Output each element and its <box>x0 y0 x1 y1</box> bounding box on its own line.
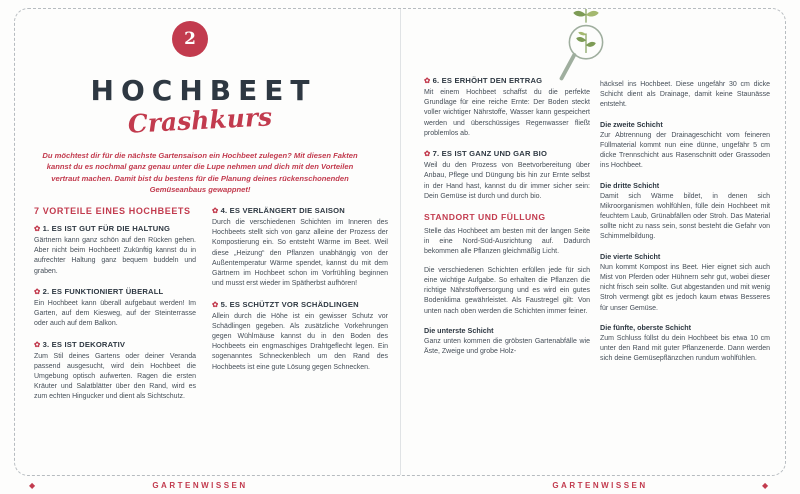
footer-right: GARTENWISSEN <box>552 481 648 490</box>
advantage-body: Weil du den Prozess von Beetvorbereitung über Anbau, Pflege und Düngung bis hin zur Ernte selbst in der Hand hast, kannst du dir immer sicher sein: Dein Gemüse ist durch und durch bio. <box>424 162 590 200</box>
page-subtitle: Crashkurs <box>127 102 273 139</box>
advantage-body: Gärtnern kann ganz schön auf den Rücken gehen. Aber nicht beim Hochbeet! Zukünftig kannst du in aufrechter Haltung ganz bequem buddeln und graben. <box>34 237 196 275</box>
advantage-item-2 <box>34 287 196 330</box>
advantage-title: ✿ 3. ES IST DEKORATIV <box>34 339 126 349</box>
advantage-item-6 <box>424 76 590 139</box>
advantage-item-1 <box>34 224 196 277</box>
page-gutter <box>400 9 401 475</box>
advantage-item-5 <box>212 300 388 373</box>
advantage-item-4 <box>212 206 388 290</box>
diamond-icon: ◆ <box>29 481 36 490</box>
layer-title-unterste: Die unterste Schicht <box>424 325 494 335</box>
advantage-title: ✿ 2. ES FUNKTIONIERT ÜBERALL <box>34 286 164 296</box>
flower-icon: ✿ <box>34 224 41 233</box>
column-left-2 <box>212 206 388 383</box>
flower-icon: ✿ <box>212 299 219 309</box>
section-heading-vorteile: 7 VORTEILE EINES HOCHBEETS <box>34 206 191 216</box>
diamond-icon: ◆ <box>762 481 769 490</box>
advantage-item-3 <box>34 340 196 403</box>
flower-icon: ✿ <box>34 286 41 296</box>
layer-body-zweite: Zur Abtrennung der Drainageschicht vom feineren Füllmaterial kommt nun eine dünne, ungefähr 5 cm dicke Trennschicht aus Rasenschnitt oder Grassoden ins Hochbeet. <box>600 131 770 170</box>
standort-paragraph-2: Die verschiedenen Schichten erfüllen jede für sich eine wichtige Aufgabe. So erhalten die Pflanzen die richtige Nährstoffversorgung und es wird ein gutes Bodenklima gewährleistet. Als Faustregel gilt: Von unten nach oben werden die Schichten immer feiner. <box>424 266 590 315</box>
advantage-title: ✿ 1. ES IST GUT FÜR DIE HALTUNG <box>34 224 171 233</box>
advantage-body: Durch die verschiedenen Schichten im Inneren des Hochbeets stellt sich von ganz alleine der Prozess der Kompostierung ein. So entsteht Wärme im Beet. Weil diese „Heizung“ den Pflanzen unabhängig von der Außentemperatur Wärme spendet, kannst du mit dem Gärtnern im Hochbeet schon im Vorfrühling beginnen und musst erst wieder im Spätherbst aufhören! <box>212 219 388 288</box>
column-right-1 <box>424 76 590 357</box>
advantage-title: ✿ 4. ES VERLÄNGERT DIE SAISON <box>212 206 345 215</box>
column-right-2 <box>600 80 770 364</box>
intro-text: Du möchtest dir für die nächste Gartensaison ein Hochbeet zulegen? Mit diesen Fakten kannst du es nochmal ganz genau unter die Lupe nehmen und dich mit den Vorteilen vertraut machen. Damit bist du bestens für die Planung deines rückenschonenden Gemüseanbaus gewappnet! <box>42 151 358 195</box>
page-title: HOCHBEET <box>90 74 317 107</box>
section-heading-standort: STANDORT UND FÜLLUNG <box>424 211 546 222</box>
flower-icon: ✿ <box>34 339 41 349</box>
advantage-body: Allein durch die Höhe ist ein gewisser Schutz vor Schädlingen gegeben. Als zusätzliche Vorkehrungen gegen Wühlmäuse kannst du in den Boden des Hochbeets ein engmaschiges Drahtgeflecht legen. Ein sogenanntes Schneckenblech um den Rand des Hochbeets ist eine gute Lösung gegen Schnecken. <box>212 312 388 371</box>
standort-paragraph-1: Stelle das Hochbeet am besten mit der langen Seite in eine Nord-Süd-Ausrichtung auf. Dadurch bekommen alle Pflanzen gleichmäßig Licht. <box>424 227 590 256</box>
advantage-body: Mit einem Hochbeet schaffst du die perfekte Grundlage für eine reiche Ernte: Der Boden steckt voller wichtiger Nährstoffe, Wasser kann gespeichert werden und überschüssiges Regenwasser fließt problemlos ab. <box>424 89 590 137</box>
advantage-title: ✿ 6. ES ERHÖHT DEN ERTRAG <box>424 76 543 85</box>
page-number: 2 <box>184 29 196 49</box>
advantage-title: ✿ 5. ES SCHÜTZT VOR SCHÄDLINGEN <box>212 299 359 309</box>
advantage-title: ✿ 7. ES IST GANZ UND GAR BIO <box>424 149 548 159</box>
layer-title-fuenfte: Die fünfte, oberste Schicht <box>600 322 692 332</box>
layer-title-zweite: Die zweite Schicht <box>600 119 663 129</box>
flower-icon: ✿ <box>212 206 219 215</box>
layer-body-unterste: Ganz unten kommen die gröbsten Gartenabfälle wie Äste, Zweige und grobe Holz- <box>424 337 590 355</box>
layer-body-fuenfte: Zum Schluss füllst du dein Hochbeet bis etwa 10 cm unter den Rand mit guter Pflanzenerde. Dann werden sich deine Gemüsepflänzchen rundum wohlfühlen. <box>600 334 770 363</box>
advantage-body: Zum Stil deines Gartens oder deiner Veranda passend ausgesucht, wird dein Hochbeet die Umgebung optisch aufwerten. Ragen die ersten Kräuter und Salatblätter über den Rand, wird es zum echten Hingucker und dient als Sichtschutz. <box>34 352 196 401</box>
layer-title-dritte: Die dritte Schicht <box>600 180 660 190</box>
footer-left: GARTENWISSEN <box>152 481 248 490</box>
advantage-item-7 <box>424 149 590 202</box>
page-number-badge <box>172 21 208 57</box>
advantage-body: Ein Hochbeet kann überall aufgebaut werden! Im Garten, auf dem Kiesweg, auf der Steinterrasse oder auch auf dem Balkon. <box>34 299 196 328</box>
layer-body-dritte: Damit sich Wärme bildet, in denen sich Mikroorganismen wohlfühlen, fülle dein Hochbeet mit feuchtem Laub, Grünabfällen oder Stroh. Das Material sollte nicht zu nass sein, sonst besteht die Gefahr von Schimmelbildung. <box>600 192 770 241</box>
flower-icon: ✿ <box>424 149 431 159</box>
layer-body-unterste-continued: häcksel ins Hochbeet. Diese ungefähr 30 cm dicke Schicht dient als Drainage, damit keine Staunässe entsteht. <box>600 81 770 109</box>
layer-body-vierte: Nun kommt Kompost ins Beet. Hier eignet sich auch Mist von Pferden oder Hühnern sehr gut, wobei dieser nicht frisch sein sollte. Gut abgestanden und mit wenig Stroh vermengt gibt es jedoch kaum etwas Besseres für unser Gemüse. <box>600 263 770 312</box>
flower-icon: ✿ <box>424 76 431 85</box>
layer-title-vierte: Die vierte Schicht <box>600 251 661 261</box>
column-left-1 <box>34 224 196 413</box>
